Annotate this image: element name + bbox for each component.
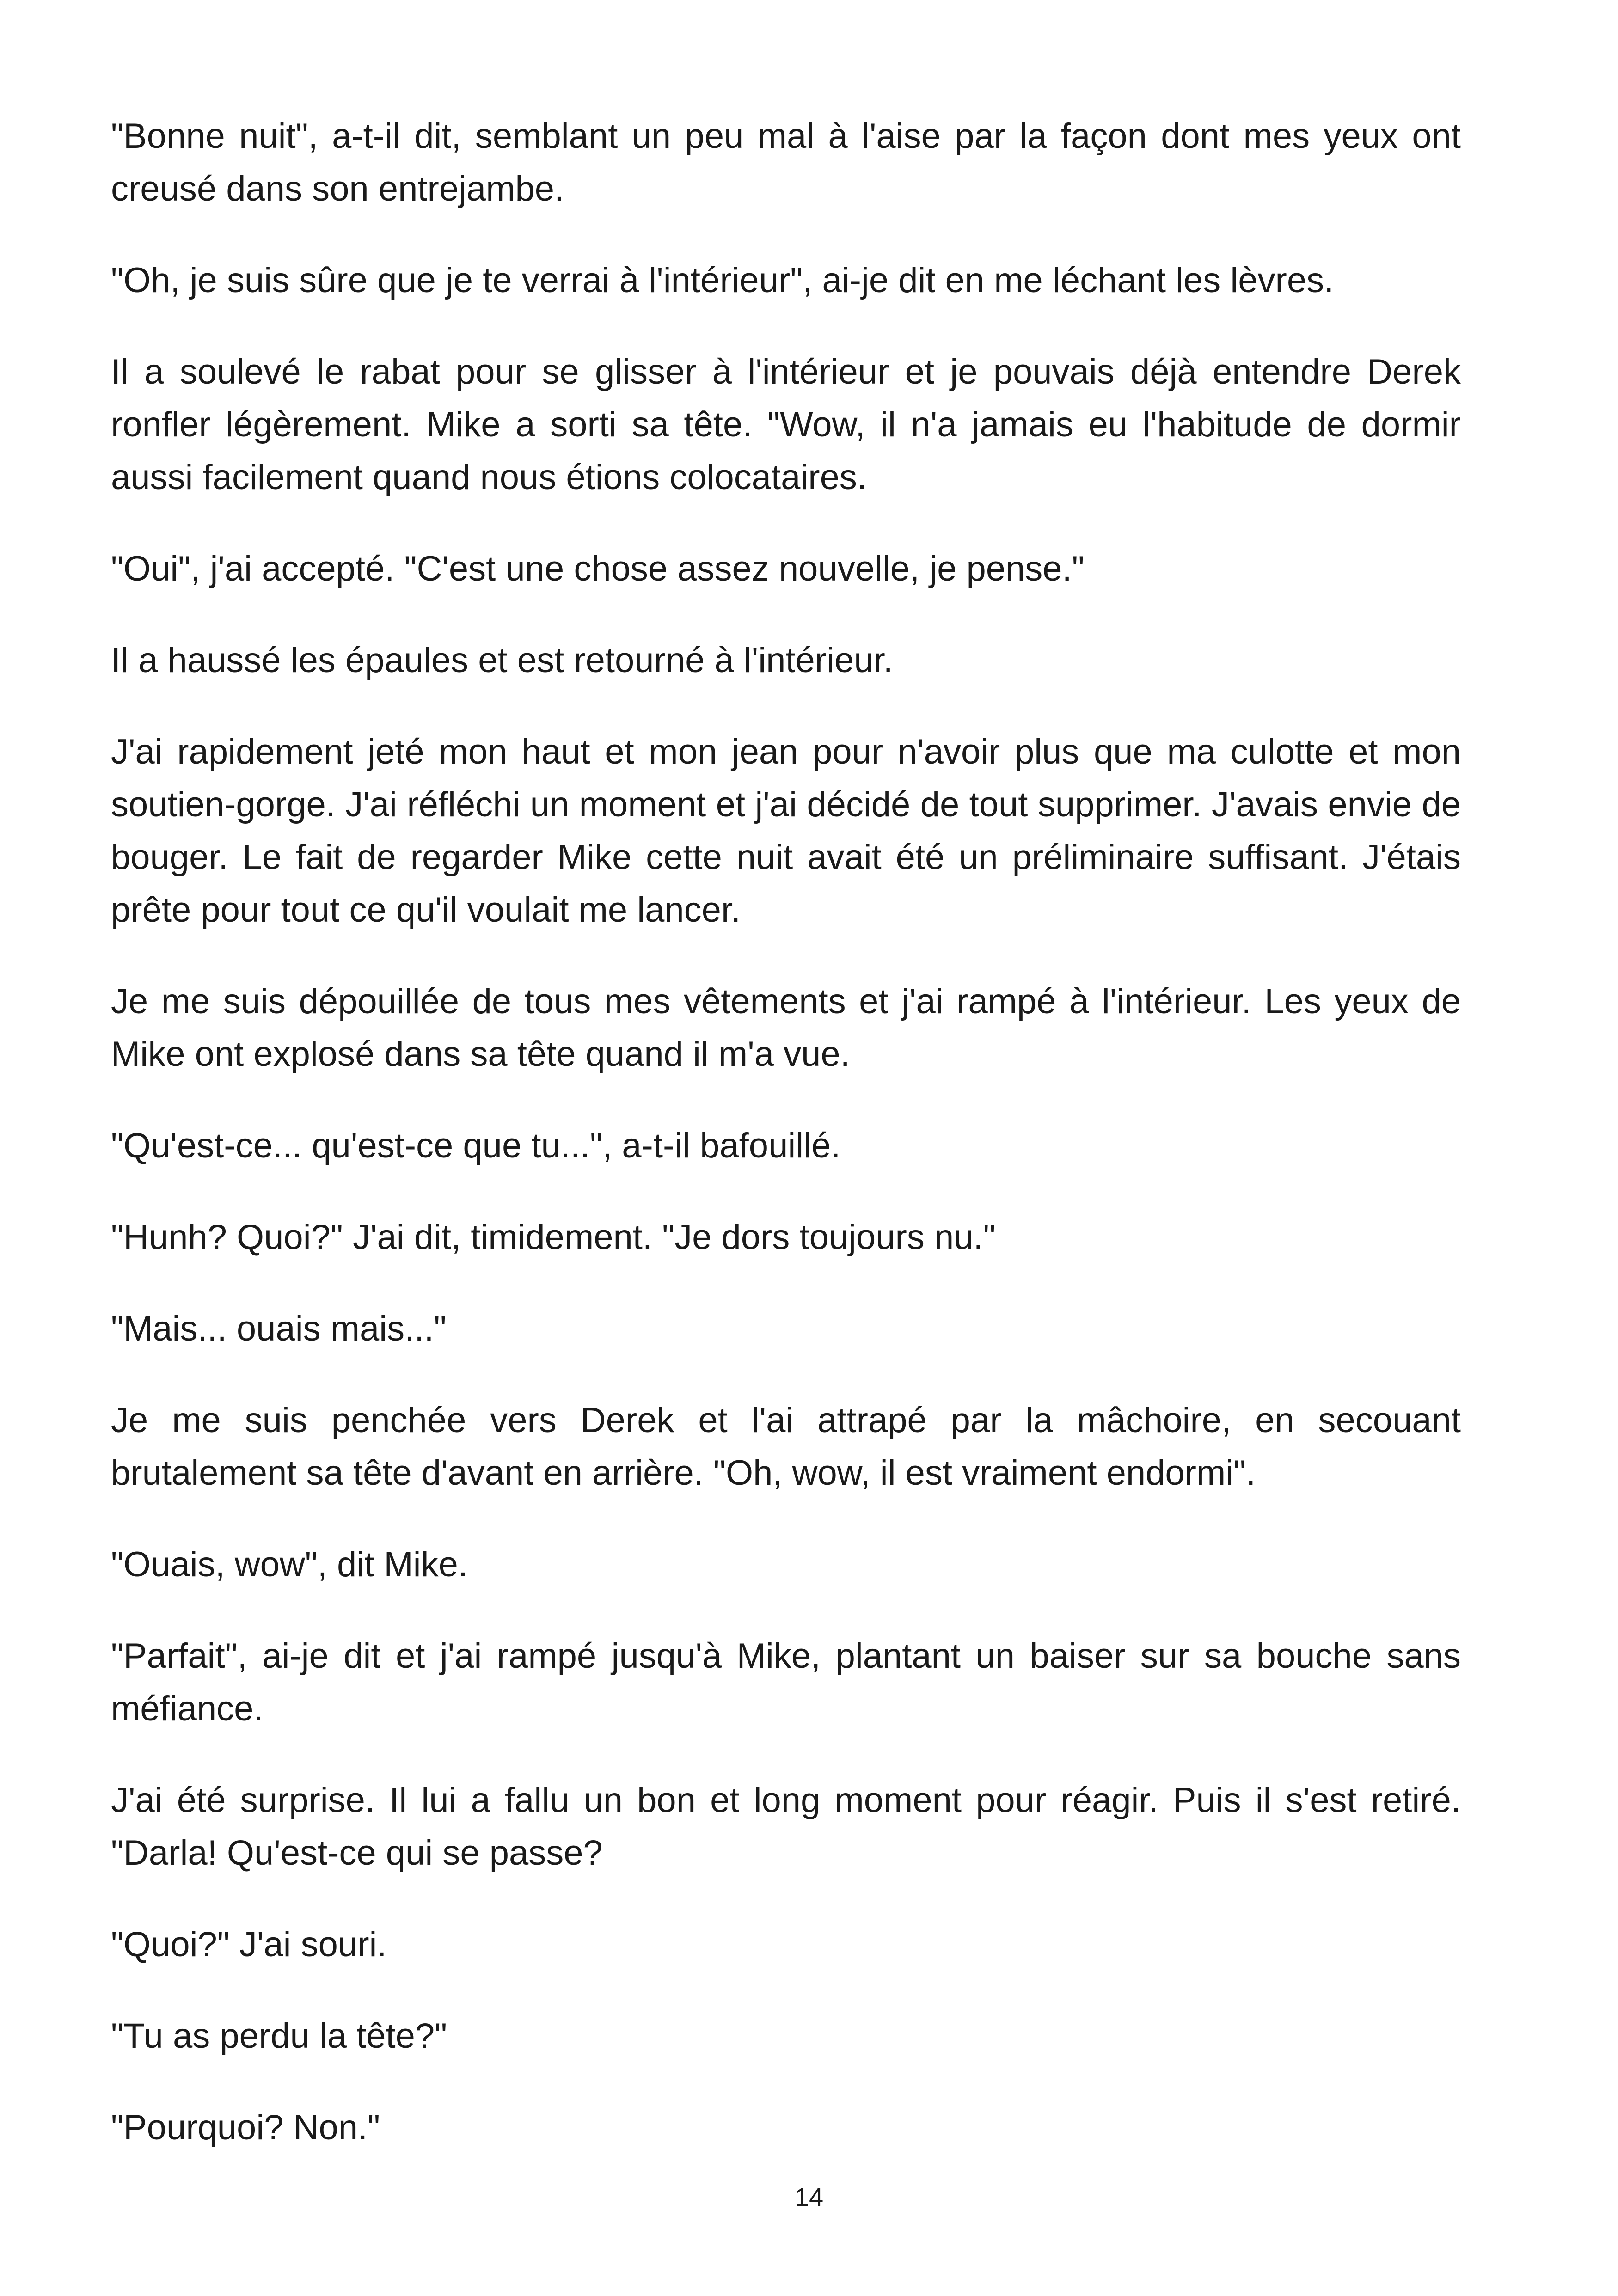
paragraph: "Oui", j'ai accepté. "C'est une chose assez nouvelle, je pense." xyxy=(111,549,1085,588)
paragraph: "Bonne nuit", a-t-il dit, semblant un peu mal à l'aise par la façon dont mes yeux ont creusé dans son entrejambe. xyxy=(111,116,1461,208)
paragraph: J'ai rapidement jeté mon haut et mon jean pour n'avoir plus que ma culotte et mon soutien-gorge. J'ai réfléchi un moment et j'ai décidé de tout supprimer. J'avais envie de bouger. Le fait de regarder Mike cette nuit avait été un préliminaire suffisant. J'étais prête pour tout ce qu'il voulait me lancer. xyxy=(111,732,1461,930)
paragraph: J'ai été surprise. Il lui a fallu un bon et long moment pour réagir. Puis il s'est retiré. "Darla! Qu'est-ce qui se passe? xyxy=(111,1781,1461,1873)
paragraph: "Oh, je suis sûre que je te verrai à l'intérieur", ai-je dit en me léchant les lèvres. xyxy=(111,261,1334,300)
paragraph: "Mais... ouais mais..." xyxy=(111,1309,447,1348)
paragraph: Il a soulevé le rabat pour se glisser à l'intérieur et je pouvais déjà entendre Derek ronfler légèrement. Mike a sorti sa tête. "Wow, il n'a jamais eu l'habitude de dormir aussi facilement quand nous étions colocataires. xyxy=(111,352,1461,497)
page-number: 14 xyxy=(794,2182,824,2211)
paragraph: "Tu as perdu la tête?" xyxy=(111,2016,447,2056)
paragraph: "Parfait", ai-je dit et j'ai rampé jusqu'à Mike, plantant un baiser sur sa bouche sans méfiance. xyxy=(111,1636,1461,1728)
paragraph: Je me suis dépouillée de tous mes vêtements et j'ai rampé à l'intérieur. Les yeux de Mike ont explosé dans sa tête quand il m'a vue. xyxy=(111,982,1461,1074)
paragraph: "Hunh? Quoi?" J'ai dit, timidement. "Je dors toujours nu." xyxy=(111,1218,996,1257)
paragraph: "Qu'est-ce... qu'est-ce que tu...", a-t-il bafouillé. xyxy=(111,1126,841,1165)
body-text xyxy=(111,110,1461,2154)
paragraph: "Ouais, wow", dit Mike. xyxy=(111,1545,468,1584)
paragraph: "Quoi?" J'ai souri. xyxy=(111,1925,387,1964)
paragraph: "Pourquoi? Non." xyxy=(111,2108,380,2147)
paragraph: Il a haussé les épaules et est retourné à l'intérieur. xyxy=(111,641,893,680)
paragraph: Je me suis penchée vers Derek et l'ai attrapé par la mâchoire, en secouant brutalement sa tête d'avant en arrière. "Oh, wow, il est vraiment endormi". xyxy=(111,1401,1461,1493)
